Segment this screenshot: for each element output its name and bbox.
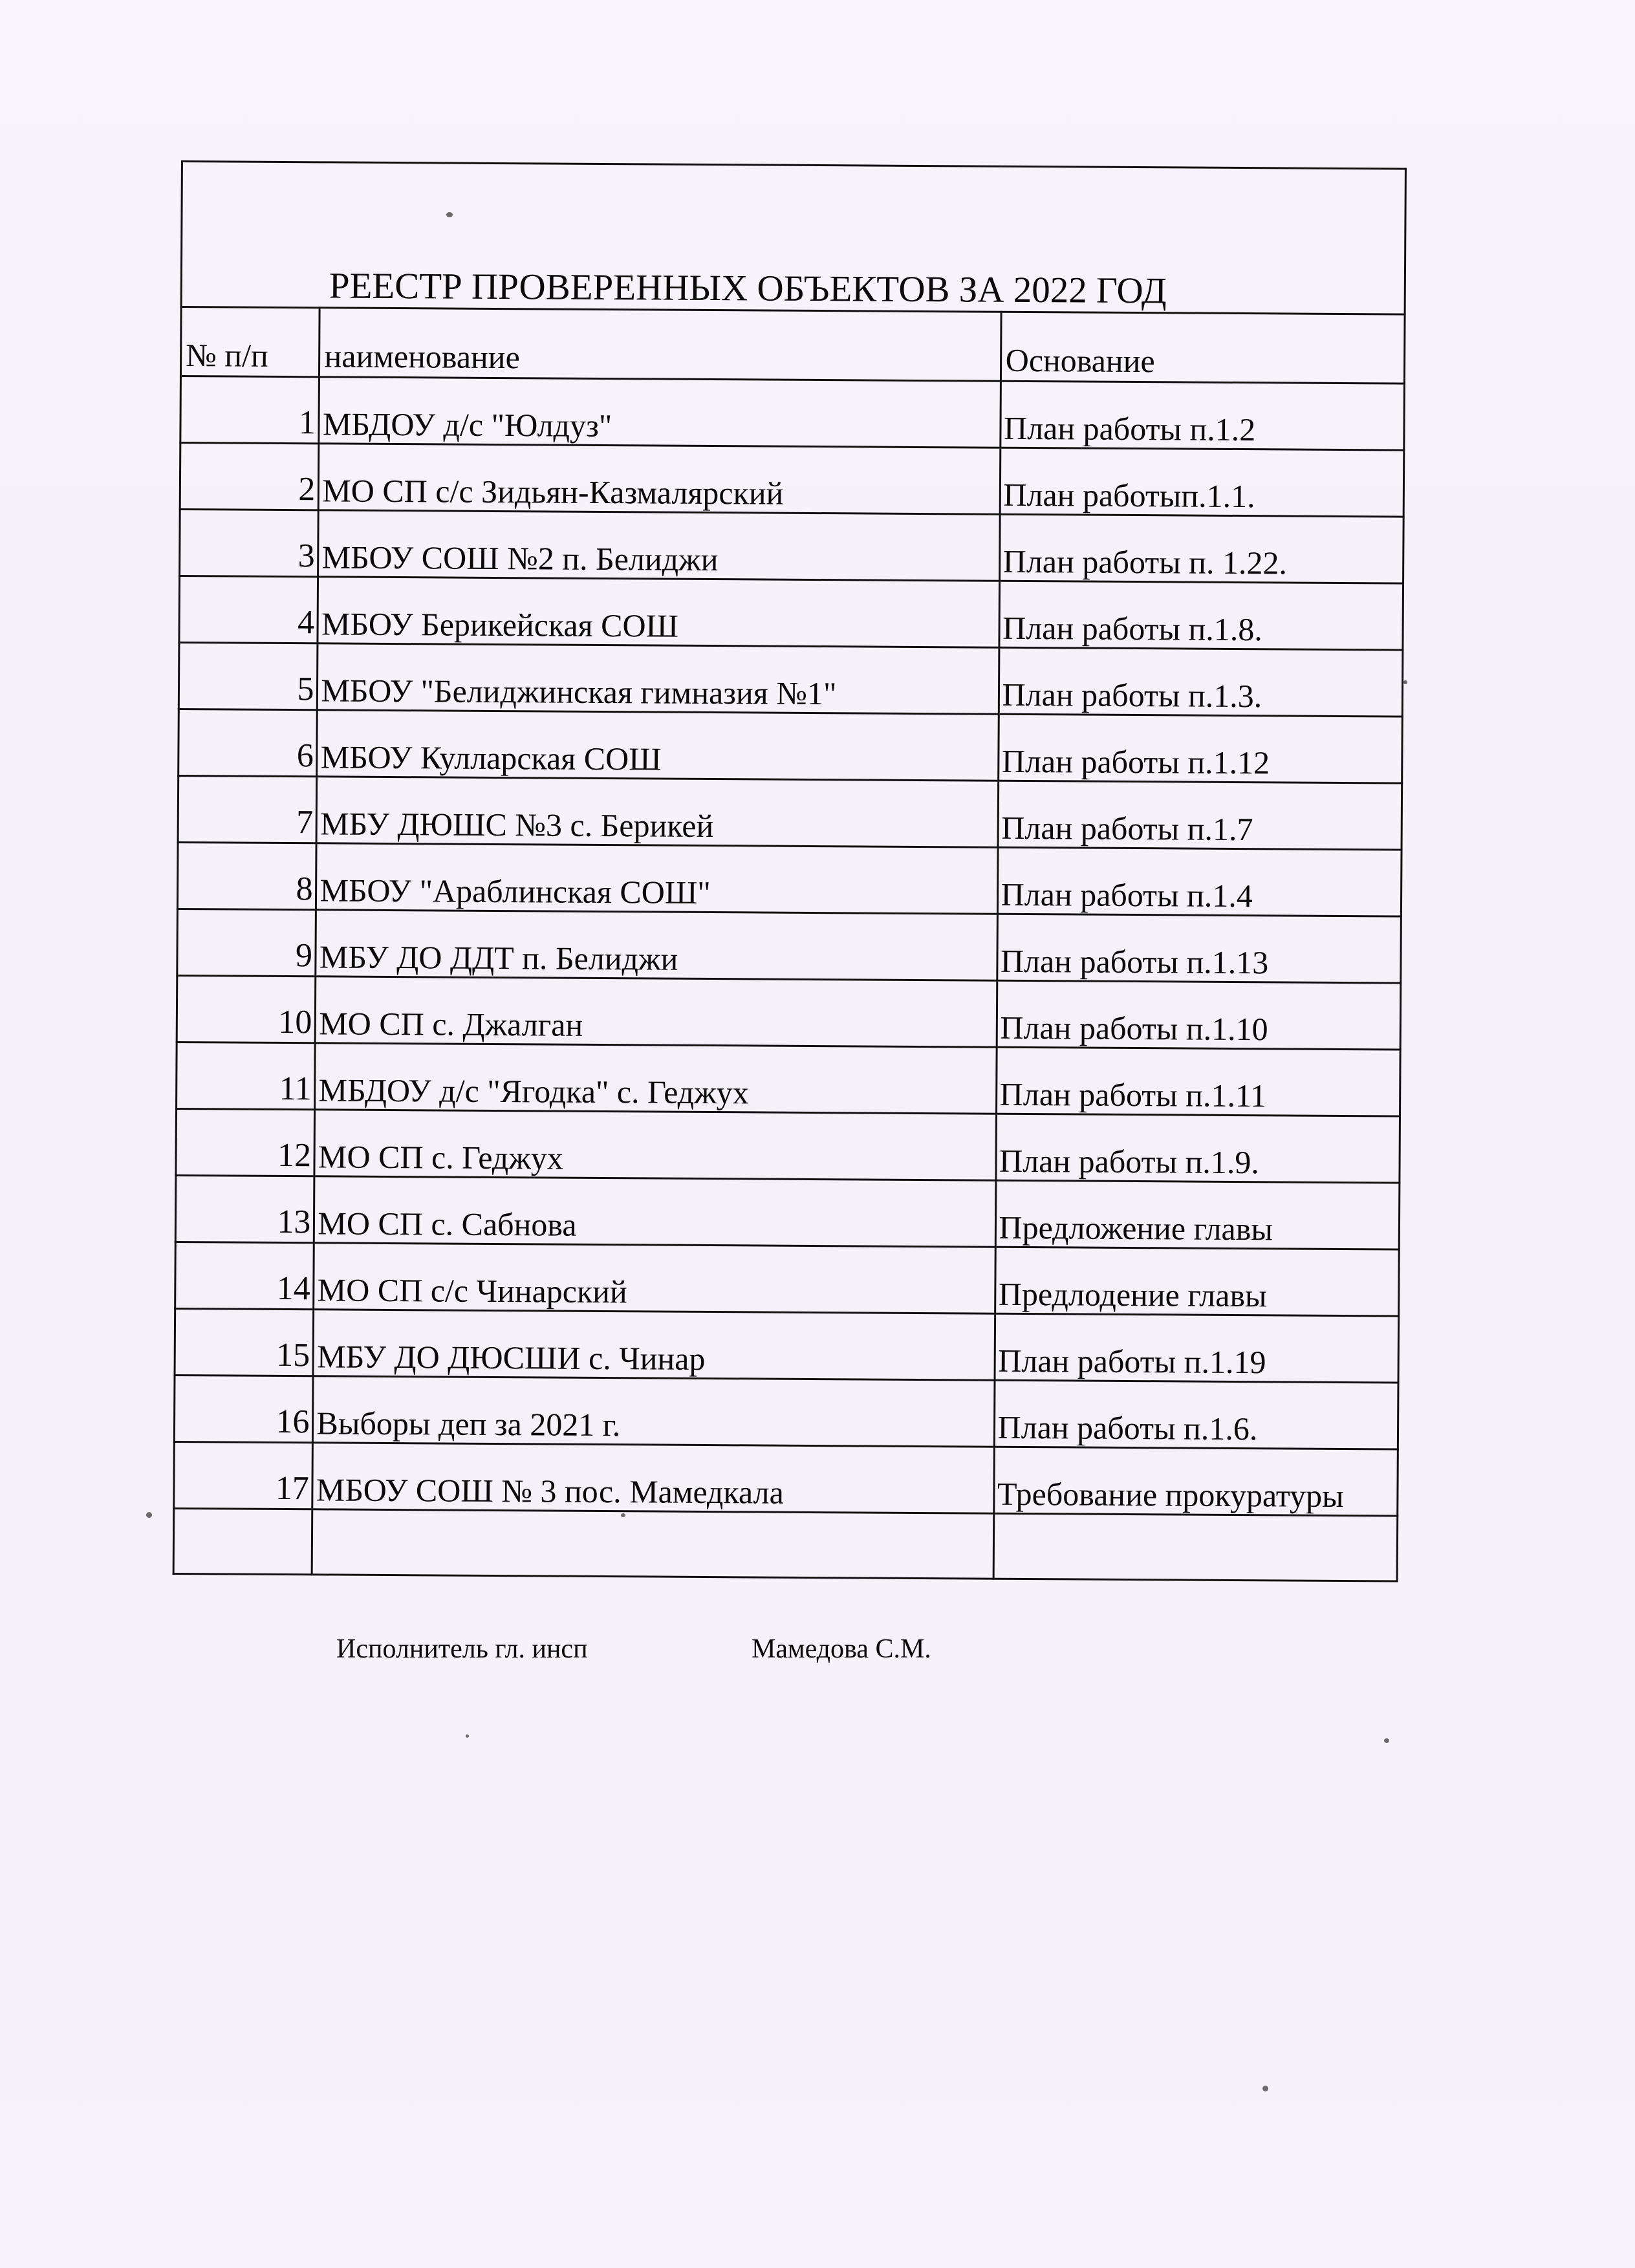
row-basis-cell: План работы п.1.13: [997, 914, 1401, 983]
empty-cell: [312, 1509, 994, 1579]
row-number-cell: 6: [179, 709, 318, 776]
row-name-cell: МБОУ Берикейская СОШ: [318, 577, 999, 647]
table-row: [174, 1375, 1398, 1449]
table-row: [175, 1308, 1399, 1383]
row-number-cell: 2: [180, 443, 319, 510]
empty-cell: [993, 1513, 1398, 1581]
table-row: [178, 775, 1402, 850]
row-number-cell: 17: [174, 1442, 313, 1509]
row-number-cell: 13: [175, 1175, 314, 1242]
row-number-cell: 11: [177, 1042, 316, 1109]
row-name-cell: Выборы деп за 2021 г.: [313, 1376, 995, 1447]
table-row: [176, 1108, 1400, 1183]
row-number-cell: 16: [174, 1375, 313, 1442]
scan-speck: [446, 212, 453, 217]
row-name-cell: МБУ ДЮШС №3 с. Берикей: [316, 777, 998, 847]
row-number-cell: 3: [180, 509, 319, 576]
row-basis-cell: План работы п.1.10: [997, 980, 1401, 1050]
row-name-cell: МО СП с. Джалган: [316, 977, 997, 1047]
row-basis-cell: План работы п.1.4: [997, 847, 1402, 916]
row-basis-cell: Предлодение главы: [995, 1247, 1399, 1316]
page-title: РЕЕСТР ПРОВЕРЕННЫХ ОБЪЕКТОВ ЗА 2022 ГОД: [329, 265, 1167, 312]
scan-speck: [621, 1513, 625, 1517]
row-name-cell: МО СП с. Сабнова: [314, 1176, 996, 1247]
row-name-cell: МБОУ СОШ №2 п. Белиджи: [318, 510, 1000, 581]
empty-row: [173, 1508, 1398, 1581]
row-name-cell: МБОУ "Белиджинская гимназия №1": [318, 643, 999, 714]
header-row: [180, 307, 1405, 384]
row-basis-cell: План работы п.1.9.: [995, 1114, 1400, 1183]
title-cell: [181, 162, 1405, 315]
row-basis-cell: Предложение главы: [995, 1180, 1400, 1249]
header-name: наименование: [319, 308, 1001, 381]
table-row: [179, 642, 1403, 717]
table-row: [175, 1175, 1400, 1249]
scan-speck: [466, 1734, 469, 1738]
row-name-cell: МБУ ДО ДЮСШИ с. Чинар: [313, 1310, 995, 1380]
row-name-cell: МБОУ Кулларская СОШ: [317, 710, 999, 781]
registry-table: [173, 160, 1407, 1582]
table-row: [177, 909, 1402, 983]
row-basis-cell: План работы п.1.19: [995, 1313, 1399, 1383]
table-row: [179, 709, 1403, 783]
row-basis-cell: Требование прокуратуры: [993, 1447, 1398, 1516]
row-number-cell: 1: [180, 376, 319, 444]
row-name-cell: МО СП с. Геджух: [314, 1110, 996, 1180]
row-basis-cell: План работы п.1.6.: [994, 1380, 1398, 1449]
scan-speck: [1403, 680, 1407, 684]
row-basis-cell: План работып.1.1.: [1000, 448, 1404, 517]
table-row: [177, 1042, 1401, 1116]
row-number-cell: 14: [175, 1242, 314, 1309]
table-row: [177, 975, 1401, 1050]
row-basis-cell: План работы п.1.12: [998, 714, 1402, 783]
table-row: [180, 443, 1404, 517]
scan-speck: [1384, 1738, 1389, 1743]
row-basis-cell: План работы п. 1.22.: [999, 514, 1403, 583]
row-basis-cell: План работы п.1.3.: [999, 647, 1403, 717]
header-num: № п/п: [180, 307, 319, 377]
row-name-cell: МБОУ "Араблинская СОШ": [316, 843, 998, 914]
signature-person: Мамедова С.М.: [752, 1634, 931, 1664]
scan-speck: [146, 1512, 152, 1518]
signature-position: Исполнитель гл. инсп: [336, 1634, 588, 1664]
row-number-cell: 7: [178, 775, 317, 843]
scan-speck: [1262, 2086, 1268, 2091]
row-basis-cell: План работы п.1.2: [1000, 381, 1404, 450]
table-row: [179, 576, 1403, 650]
table-row: [174, 1442, 1398, 1516]
title-row: [181, 162, 1405, 315]
row-name-cell: МО СП с/с Чинарский: [314, 1243, 995, 1313]
row-name-cell: МБУ ДО ДДТ п. Белиджи: [316, 910, 997, 980]
row-number-cell: 8: [177, 842, 316, 909]
row-basis-cell: План работы п.1.7: [998, 781, 1402, 850]
table-row: [180, 509, 1404, 583]
row-number-cell: 5: [179, 642, 318, 709]
row-number-cell: 4: [179, 576, 318, 643]
row-basis-cell: План работы п.1.11: [996, 1047, 1400, 1116]
row-basis-cell: План работы п.1.8.: [999, 581, 1403, 650]
table-body: [174, 376, 1405, 1517]
row-number-cell: 10: [177, 975, 316, 1042]
row-name-cell: МБДОУ д/с "Юлдуз": [319, 377, 1001, 448]
row-number-cell: 9: [177, 909, 316, 976]
row-name-cell: МО СП с/с Зидьян-Казмалярский: [319, 444, 1001, 514]
row-number-cell: 15: [175, 1308, 314, 1376]
table-row: [180, 376, 1405, 451]
row-name-cell: МБДОУ д/с "Ягодка" с. Геджух: [315, 1043, 997, 1114]
empty-cell: [173, 1508, 312, 1574]
row-name-cell: МБОУ СОШ № 3 пос. Мамедкала: [312, 1443, 994, 1513]
table-row: [175, 1242, 1400, 1316]
table-row: [177, 842, 1402, 916]
header-basis: Основание: [1001, 312, 1405, 383]
row-number-cell: 12: [176, 1108, 315, 1176]
